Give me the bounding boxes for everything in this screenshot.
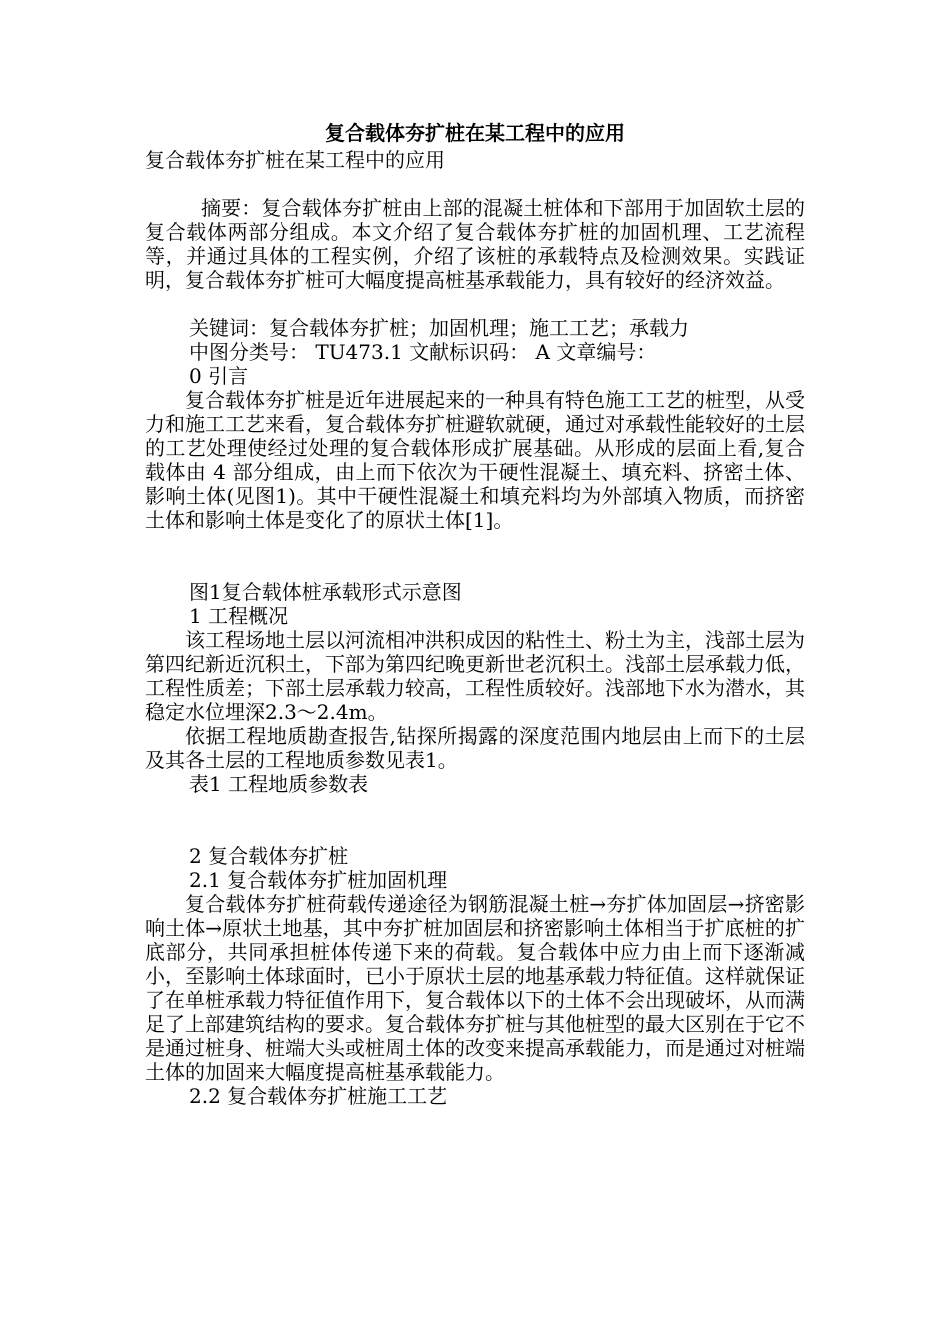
figure-placeholder (145, 532, 805, 580)
classification-line: 中图分类号： TU473.1 文献标识码： A 文章编号： (189, 340, 657, 364)
abstract-paragraph: 摘要：复合载体夯扩桩由上部的混凝土桩体和下部用于加固软土层的复合载体两部分组成。本文介绍了复合载体夯扩桩的加固机理、工艺流程等，并通过具体的工程实例，介绍了该桩的承载特点及检测效果。实践证明，复合载体夯扩桩可大幅度提高桩基承载能力，具有较好的经济效益。 (145, 196, 805, 292)
overview-paragraph-2: 依据工程地质勘查报告,钻探所揭露的深度范围内地层由上而下的土层及其各土层的工程地质参数见表1。 (145, 724, 805, 772)
document-page (145, 118, 805, 1108)
overview-paragraph-1: 该工程场地土层以河流相冲洪积成因的粘性土、粉土为主，浅部土层为第四纪新近沉积土，下部为第四纪晚更新世老沉积土。浅部土层承载力低，工程性质差；下部土层承载力较高，工程性质较好。浅部地下水为潜水，其稳定水位埋深2.3～2.4m。 (145, 628, 805, 724)
spacer (145, 172, 805, 196)
mechanism-paragraph: 复合载体夯扩桩荷载传递途径为钢筋混凝土桩→夯扩体加固层→挤密影响土体→原状土地基，其中夯扩桩加固层和挤密影响土体相当于扩底桩的扩底部分，共同承担桩体传递下来的荷载。复合载体中应力由上而下逐渐减小，至影响土体球面时，已小于原状土层的地基承载力特征值。这样就保证了在单桩承载力特征值作用下，复合载体以下的土体不会出现破坏，从而满足了上部建筑结构的要求。复合载体夯扩桩与其他桩型的最大区别在于它不是通过桩身、桩端大头或桩周土体的改变来提高承载能力，而是通过对桩端土体的加固来大幅度提高桩基承载能力。 (145, 892, 805, 1084)
document-title: 复合载体夯扩桩在某工程中的应用 (325, 121, 625, 145)
section-heading-introduction: 0 引言 (189, 364, 249, 388)
document-subtitle: 复合载体夯扩桩在某工程中的应用 (145, 148, 445, 172)
section-heading-mechanism: 2.1 复合载体夯扩桩加固机理 (189, 868, 448, 892)
section-heading-construction: 2.2 复合载体夯扩桩施工工艺 (189, 1084, 448, 1108)
table-caption: 表1 工程地质参数表 (189, 772, 369, 796)
table-placeholder (145, 796, 805, 844)
section-heading-overview: 1 工程概况 (189, 604, 289, 628)
section-heading-composite-pile: 2 复合载体夯扩桩 (189, 844, 349, 868)
spacer (145, 292, 805, 316)
introduction-paragraph: 复合载体夯扩桩是近年进展起来的一种具有特色施工工艺的桩型，从受力和施工工艺来看，复合载体夯扩桩避软就硬，通过对承载性能较好的土层的工艺处理使经过处理的复合载体形成扩展基础。从形成的层面上看,复合载体由 4 部分组成，由上而下依次为干硬性混凝土、填充料、挤密土体、影响土体(见图1)。其中干硬性混凝土和填充料均为外部填入物质，而挤密土体和影响土体是变化了的原状土体[1]。 (145, 388, 805, 532)
keywords-line: 关键词：复合载体夯扩桩；加固机理；施工工艺；承载力 (189, 316, 689, 340)
figure-caption: 图1复合载体桩承载形式示意图 (189, 580, 462, 604)
